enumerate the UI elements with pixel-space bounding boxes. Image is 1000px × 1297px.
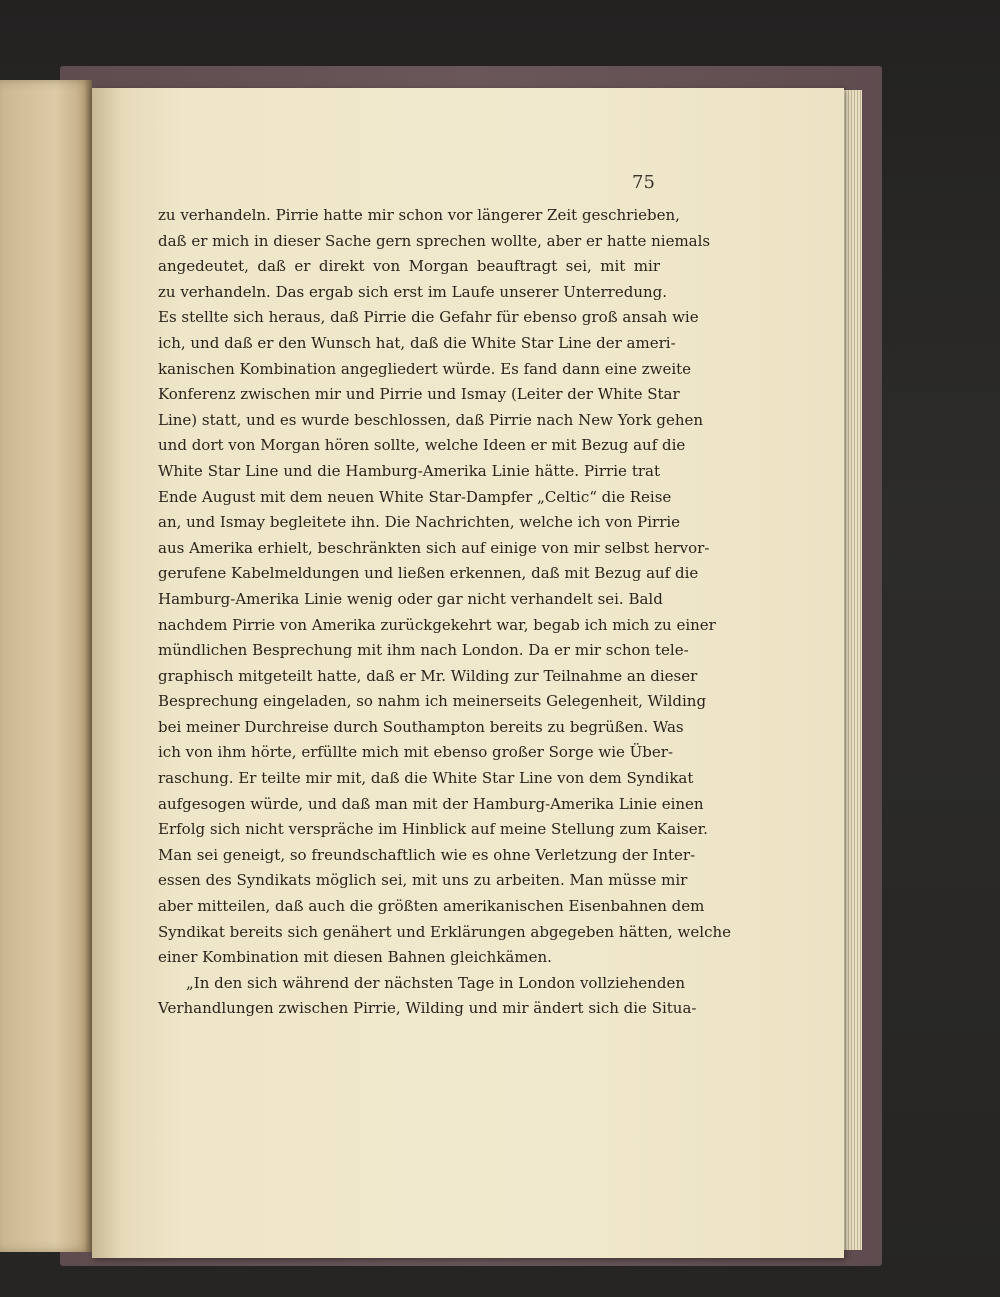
text-line: Hamburg-Amerika Linie wenig oder gar nicht verhandelt sei. Bald	[158, 589, 663, 608]
text-line: kanischen Kombination angegliedert würde. Es fand dann eine zweite	[158, 359, 692, 378]
page-number: 75	[632, 172, 655, 193]
text-line: zu verhandeln. Das ergab sich erst im Laufe unserer Unterredung.	[158, 282, 668, 301]
text-line: aus Amerika erhielt, beschränkten sich auf einige von mir selbst hervor-	[158, 538, 710, 557]
text-line: Line) statt, und es wurde beschlossen, daß Pirrie nach New York gehen	[158, 410, 704, 429]
text-line: „In den sich während der nächsten Tage in London vollziehenden	[186, 973, 685, 992]
text-line: ich, und daß er den Wunsch hat, daß die White Star Line der ameri-	[158, 333, 676, 352]
text-line: nachdem Pirrie von Amerika zurückgekehrt war, begab ich mich zu einer	[158, 615, 716, 634]
text-line: aufgesogen würde, und daß man mit der Hamburg-Amerika Linie einen	[158, 794, 704, 813]
text-line: ich von ihm hörte, erfüllte mich mit ebenso großer Sorge wie Über-	[158, 743, 674, 762]
text-line: einer Kombination mit diesen Bahnen gleichkämen.	[158, 948, 552, 967]
text-line: Syndikat bereits sich genähert und Erklärungen abgegeben hätten, welche	[158, 922, 732, 941]
text-line: gerufene Kabelmeldungen und ließen erkennen, daß mit Bezug auf die	[158, 564, 699, 583]
text-line: essen des Syndikats möglich sei, mit uns zu arbeiten. Man müsse mir	[158, 871, 688, 890]
body-text	[158, 203, 732, 1022]
text-line: White Star Line und die Hamburg-Amerika Linie hätte. Pirrie trat	[158, 461, 660, 480]
facing-page-edge	[0, 80, 92, 1252]
text-line: Es stellte sich heraus, daß Pirrie die Gefahr für ebenso groß ansah wie	[158, 308, 699, 327]
text-line: Verhandlungen zwischen Pirrie, Wilding und mir ändert sich die Situa-	[158, 999, 697, 1018]
text-line: Ende August mit dem neuen White Star-Dampfer „Celtic“ die Reise	[158, 487, 672, 506]
text-line: angedeutet, daß er direkt von Morgan beauftragt sei, mit mir	[158, 257, 660, 276]
text-line: mündlichen Besprechung mit ihm nach London. Da er mir schon tele-	[158, 641, 689, 660]
text-line: graphisch mitgeteilt hatte, daß er Mr. Wilding zur Teilnahme an dieser	[158, 666, 698, 685]
text-line: und dort von Morgan hören sollte, welche Ideen er mit Bezug auf die	[158, 436, 686, 455]
text-line: bei meiner Durchreise durch Southampton bereits zu begrüßen. Was	[158, 717, 684, 736]
text-line: zu verhandeln. Pirrie hatte mir schon vor längerer Zeit geschrieben,	[158, 206, 680, 224]
text-line: daß er mich in dieser Sache gern sprechen wollte, aber er hatte niemals	[158, 231, 711, 250]
text-line: raschung. Er teilte mir mit, daß die White Star Line von dem Syndikat	[158, 769, 694, 788]
text-line: aber mitteilen, daß auch die größten amerikanischen Eisenbahnen dem	[158, 897, 705, 916]
text-line: Besprechung eingeladen, so nahm ich meinerseits Gelegenheit, Wilding	[158, 692, 707, 711]
text-line: Man sei geneigt, so freundschaftlich wie es ohne Verletzung der Inter-	[158, 845, 696, 864]
text-line: Erfolg sich nicht verspräche im Hinblick auf meine Stellung zum Kaiser.	[158, 820, 708, 839]
text-line: Konferenz zwischen mir und Pirrie und Ismay (Leiter der White Star	[158, 385, 680, 404]
text-line: an, und Ismay begleitete ihn. Die Nachrichten, welche ich von Pirrie	[158, 513, 681, 532]
